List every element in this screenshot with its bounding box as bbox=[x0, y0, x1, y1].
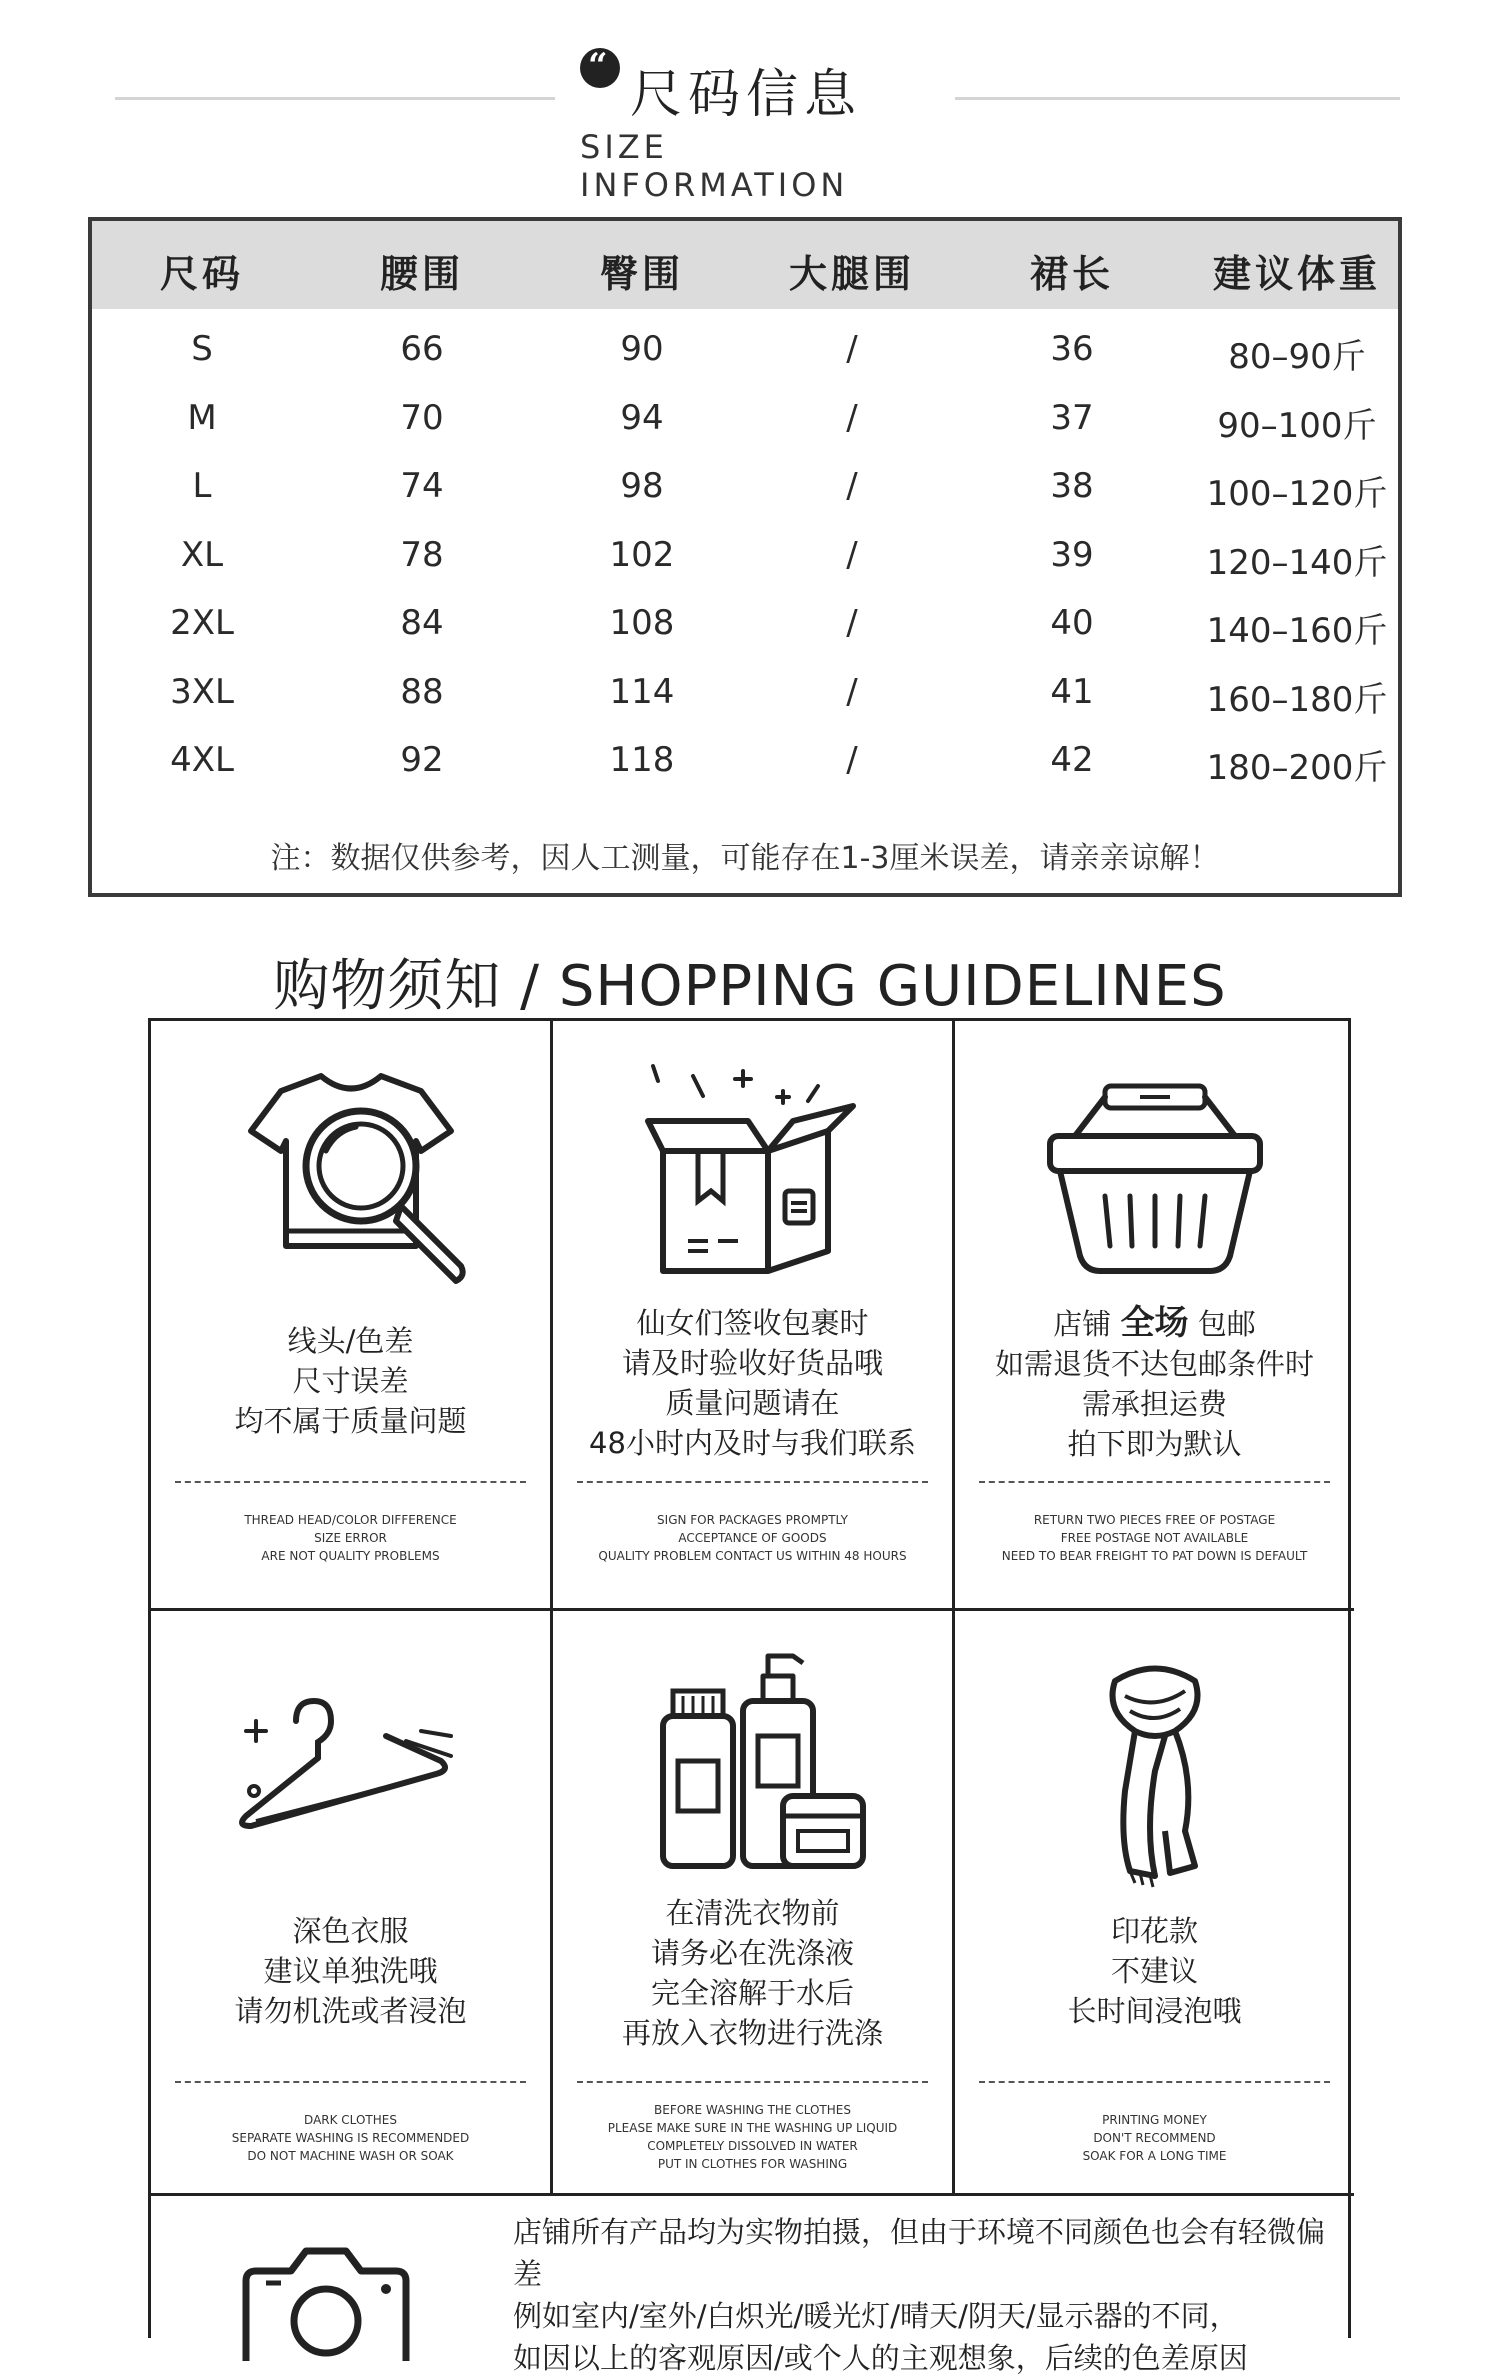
size-table-cell: 140–160斤 bbox=[1206, 611, 1388, 651]
dashed-divider bbox=[577, 2081, 928, 2083]
card-en-line: PRINTING MONEY bbox=[1102, 2113, 1207, 2127]
size-table-cell: 41 bbox=[1050, 671, 1094, 712]
card-text-line bbox=[955, 1303, 1354, 1344]
notice-line: 店铺所有产品均为实物拍摄，但由于环境不同颜色也会有轻微偏差 bbox=[513, 2215, 1326, 2291]
guideline-card-thread bbox=[151, 1021, 553, 1611]
size-table-cell: / bbox=[846, 740, 858, 780]
size-table-cell: 88 bbox=[400, 671, 444, 712]
basket-icon bbox=[1035, 1066, 1275, 1296]
header-right-rule bbox=[955, 97, 1400, 100]
notice-line: 如因以上的客观原因/或个人的主观想象，后续的色差原因 bbox=[513, 2341, 1248, 2375]
hanger-icon bbox=[226, 1666, 476, 1866]
size-table-cell: 180–200斤 bbox=[1206, 748, 1388, 788]
guidelines-title: 购物须知 / SHOPPING GUIDELINES bbox=[273, 954, 1227, 1019]
card-text-line: 请务必在洗涤液 bbox=[650, 1936, 854, 1970]
size-table-cell: / bbox=[846, 603, 858, 643]
size-table-cell: S bbox=[191, 329, 213, 369]
card-text-line: 48小时内及时与我们联系 bbox=[589, 1426, 916, 1460]
card-en-line: SIGN FOR PACKAGES PROMPTLY bbox=[657, 1513, 848, 1527]
dashed-divider bbox=[979, 1481, 1330, 1483]
card-text-suffix: 包邮 bbox=[1197, 1307, 1256, 1341]
scarf-icon bbox=[1055, 1651, 1255, 1891]
size-table-cell: 80–90斤 bbox=[1228, 337, 1366, 377]
card-text-line: 尺寸误差 bbox=[292, 1364, 409, 1398]
size-table-cell: 94 bbox=[620, 397, 664, 438]
card-text-line: 在清洗衣物前 bbox=[665, 1896, 840, 1930]
card-text-line: 请勿机洗或者浸泡 bbox=[234, 1994, 467, 2028]
size-table-cell: 3XL bbox=[170, 671, 234, 712]
guideline-card-package bbox=[553, 1021, 955, 1611]
size-table-cell: / bbox=[846, 329, 858, 369]
size-table bbox=[88, 217, 1402, 897]
size-table-cell: / bbox=[846, 466, 858, 506]
size-table-column-header: 臀围 bbox=[599, 252, 684, 296]
card-text-line: 长时间浸泡哦 bbox=[1067, 1994, 1242, 2028]
size-table-cell: 42 bbox=[1050, 740, 1094, 780]
guideline-card-dark-clothes bbox=[151, 1611, 553, 2196]
card-text-line: 需承担运费 bbox=[1081, 1387, 1227, 1421]
card-en-line: QUALITY PROBLEM CONTACT US WITHIN 48 HOURS bbox=[598, 1549, 907, 1563]
card-text-line: 请及时验收好货品哦 bbox=[621, 1346, 883, 1380]
card-text-line: 印花款 bbox=[1110, 1914, 1198, 1948]
size-table-cell: 114 bbox=[609, 671, 675, 712]
size-table-column-header: 裙长 bbox=[1029, 252, 1114, 296]
card-en-line: FREE POSTAGE NOT AVAILABLE bbox=[1060, 1531, 1249, 1545]
dashed-divider bbox=[577, 1481, 928, 1483]
page-subtitle: SIZE INFORMATION bbox=[580, 128, 849, 204]
size-table-cell: / bbox=[846, 397, 858, 438]
quote-icon: “ bbox=[580, 48, 620, 88]
page-title: 尺码信息 bbox=[630, 65, 863, 125]
card-en-line: SEPARATE WASHING IS RECOMMENDED bbox=[231, 2131, 470, 2145]
card-en-line: BEFORE WASHING THE CLOTHES bbox=[654, 2103, 851, 2117]
card-en-line: PUT IN CLOTHES FOR WASHING bbox=[657, 2157, 848, 2171]
card-text-line: 拍下即为默认 bbox=[1067, 1427, 1242, 1461]
color-notice bbox=[513, 2211, 1348, 2379]
size-table-column-header: 大腿围 bbox=[788, 252, 915, 296]
guidelines-grid bbox=[148, 1018, 1351, 2375]
size-table-cell: XL bbox=[180, 534, 224, 575]
card-text-line: 建议单独洗哦 bbox=[263, 1954, 438, 1988]
guideline-card-shipping bbox=[955, 1021, 1354, 1611]
guideline-card-washing bbox=[553, 1611, 955, 2196]
size-table-cell: 74 bbox=[400, 466, 444, 506]
card-en-line: PLEASE MAKE SURE IN THE WASHING UP LIQUID bbox=[607, 2121, 898, 2135]
card-en-line: ARE NOT QUALITY PROBLEMS bbox=[261, 1549, 440, 1563]
size-table-cell: 120–140斤 bbox=[1206, 542, 1388, 583]
card-text-line: 不建议 bbox=[1110, 1954, 1198, 1988]
guideline-card-printing bbox=[955, 1611, 1354, 2196]
card-text-line: 仙女们签收包裹时 bbox=[636, 1306, 869, 1340]
size-table-column-header: 腰围 bbox=[379, 252, 464, 296]
size-table-column-header: 建议体重 bbox=[1212, 252, 1381, 296]
dashed-divider bbox=[979, 2081, 1330, 2083]
size-table-cell: L bbox=[192, 466, 212, 506]
card-text-line: 深色衣服 bbox=[292, 1914, 409, 1948]
size-header bbox=[570, 40, 950, 204]
card-text-line: 再放入衣物进行洗涤 bbox=[621, 2016, 883, 2050]
size-table-cell: 98 bbox=[620, 466, 664, 506]
size-table-cell: 160–180斤 bbox=[1206, 679, 1388, 720]
card-en-line: NEED TO BEAR FREIGHT TO PAT DOWN IS DEFAULT bbox=[1001, 1549, 1308, 1563]
card-en-line: COMPLETELY DISSOLVED IN WATER bbox=[647, 2139, 858, 2153]
card-text-line: 如需退货不达包邮条件时 bbox=[994, 1347, 1314, 1381]
size-table-cell: 40 bbox=[1050, 603, 1094, 643]
card-text-line: 线头/色差 bbox=[287, 1324, 414, 1358]
notice-line: 例如室内/室外/白炽光/暖光灯/晴天/阴天/显示器的不同， bbox=[513, 2299, 1239, 2333]
size-table-cell: 2XL bbox=[170, 603, 234, 643]
camera-icon bbox=[236, 2241, 416, 2361]
card-en-line: DON'T RECOMMEND bbox=[1093, 2131, 1216, 2145]
size-table-cell: 90 bbox=[620, 329, 664, 369]
size-table-column-header: 尺码 bbox=[159, 252, 244, 296]
size-table-cell: 84 bbox=[400, 603, 444, 643]
card-text-prefix: 店铺 bbox=[1053, 1307, 1112, 1341]
open-box-icon bbox=[633, 1051, 873, 1301]
detergent-bottles-icon bbox=[633, 1641, 873, 1881]
size-table-cell: 37 bbox=[1050, 397, 1094, 438]
size-table-cell: 70 bbox=[400, 397, 444, 438]
size-table-cell: / bbox=[846, 534, 858, 575]
size-table-cell: 39 bbox=[1050, 534, 1094, 575]
size-table-note: 注：数据仅供参考，因人工测量，可能存在1-3厘米误差，请亲亲谅解！ bbox=[270, 841, 1220, 876]
card-text-emphasis: 全场 bbox=[1120, 1303, 1189, 1343]
size-table-cell: 78 bbox=[400, 534, 444, 575]
card-en-line: ACCEPTANCE OF GOODS bbox=[678, 1531, 827, 1545]
card-text-line: 完全溶解于水后 bbox=[650, 1976, 854, 2010]
card-en-line: SOAK FOR A LONG TIME bbox=[1082, 2149, 1227, 2163]
size-table-cell: 92 bbox=[400, 740, 444, 780]
dashed-divider bbox=[175, 2081, 526, 2083]
card-en-line: DARK CLOTHES bbox=[304, 2113, 397, 2127]
card-en-line: SIZE ERROR bbox=[314, 1531, 387, 1545]
size-table-cell: 38 bbox=[1050, 466, 1094, 506]
size-table-cell: 108 bbox=[609, 603, 675, 643]
size-table-cell: / bbox=[846, 671, 858, 712]
size-table-cell: 100–120斤 bbox=[1206, 474, 1388, 514]
size-table-cell: 36 bbox=[1050, 329, 1094, 369]
card-text-line: 质量问题请在 bbox=[665, 1386, 840, 1420]
card-en-line: DO NOT MACHINE WASH OR SOAK bbox=[247, 2149, 454, 2163]
tshirt-magnifier-icon bbox=[226, 1061, 476, 1301]
card-text-line: 均不属于质量问题 bbox=[234, 1404, 467, 1438]
card-en-line: RETURN TWO PIECES FREE OF POSTAGE bbox=[1033, 1513, 1276, 1527]
size-table-cell: 90–100斤 bbox=[1217, 405, 1377, 446]
size-table-cell: M bbox=[187, 397, 217, 438]
size-table-cell: 102 bbox=[609, 534, 675, 575]
size-table-cell: 66 bbox=[400, 329, 444, 369]
size-table-cell: 4XL bbox=[170, 740, 234, 780]
size-table-cell: 118 bbox=[609, 740, 675, 780]
dashed-divider bbox=[175, 1481, 526, 1483]
card-en-line: THREAD HEAD/COLOR DIFFERENCE bbox=[244, 1513, 457, 1527]
header-left-rule bbox=[115, 97, 555, 100]
